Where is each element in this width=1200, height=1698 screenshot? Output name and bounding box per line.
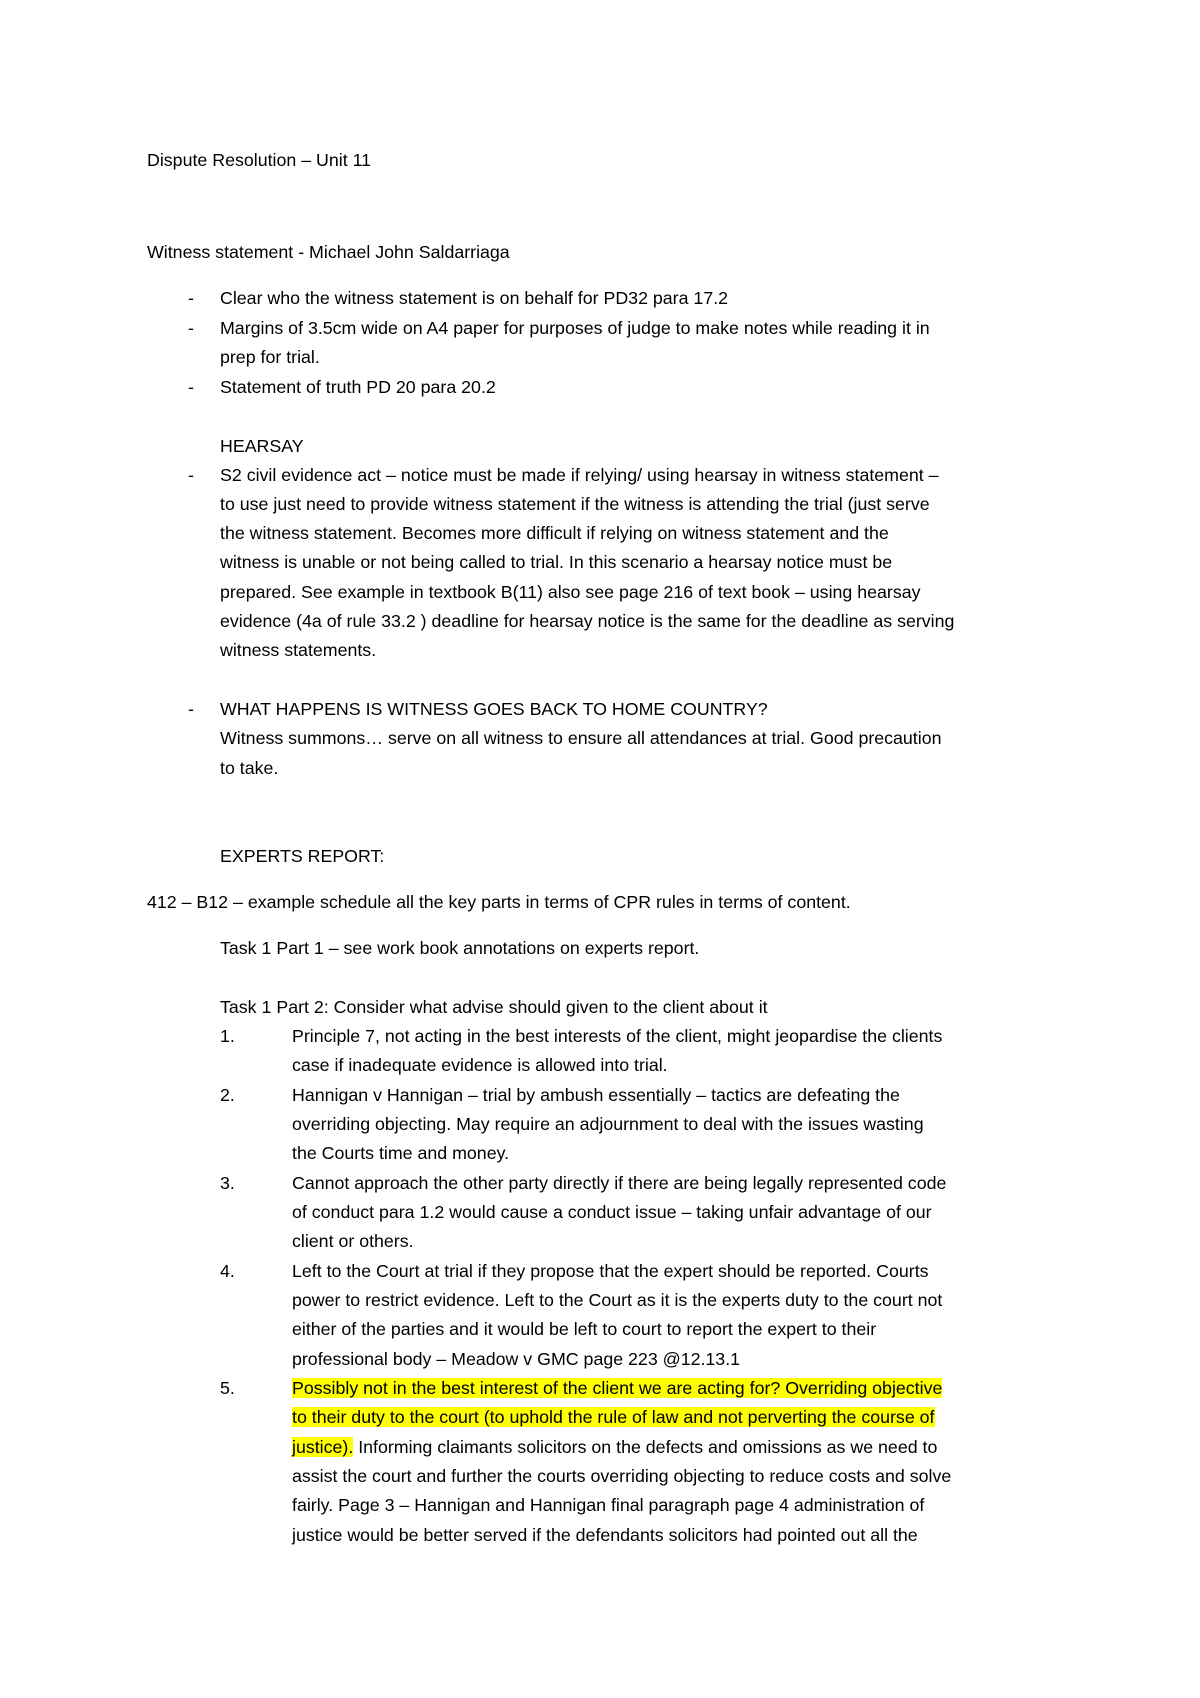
task1-part2: Task 1 Part 2: Consider what advise should given to the client about it [220,997,768,1017]
list-item-text: Hannigan v Hannigan – trial by ambush essentially – tactics are defeating the [292,1085,900,1105]
list-item-text: power to restrict evidence. Left to the Court as it is the experts duty to the court not [292,1290,943,1310]
list-item-text: overriding objecting. May require an adjournment to deal with the issues wasting [292,1114,924,1134]
bullet-dash: - [188,318,194,338]
list-item-text: Cannot approach the other party directly if there are being legally represented code [292,1173,947,1193]
bullet-text: Margins of 3.5cm wide on A4 paper for purposes of judge to make notes while reading it in [220,318,930,338]
bullet-dash: - [188,699,194,719]
list-number: 5. [220,1378,235,1398]
item-text-continuation: Informing claimants solicitors on the defects and omissions as we need to [353,1437,938,1457]
bullet-text: to take. [220,758,279,778]
list-item-text: Principle 7, not acting in the best interests of the client, might jeopardise the clients [292,1026,943,1046]
bullet-text: to use just need to provide witness statement if the witness is attending the trial (just serve [220,494,930,514]
schedule-line: 412 – B12 – example schedule all the key parts in terms of CPR rules in terms of content. [147,892,851,912]
page-title: Dispute Resolution – Unit 11 [147,150,372,170]
bullet-text: evidence (4a of rule 33.2 ) deadline for hearsay notice is the same for the deadline as serving [220,611,955,631]
list-item-text: assist the court and further the courts overriding objecting to reduce costs and solve [292,1466,952,1486]
list-item-text: client or others. [292,1231,414,1251]
bullet-text: prep for trial. [220,347,320,367]
bullet-text: Witness summons… serve on all witness to ensure all attendances at trial. Good precaution [220,728,942,748]
list-number: 1. [220,1026,235,1046]
list-item-text: professional body – Meadow v GMC page 223 @12.13.1 [292,1349,741,1369]
list-item-text [292,1434,937,1460]
list-item-text: either of the parties and it would be left to court to report the expert to their [292,1319,877,1339]
highlighted-text: justice). [292,1437,354,1457]
list-item-text: Left to the Court at trial if they propose that the expert should be reported. Courts [292,1261,929,1281]
list-item-text [292,1375,942,1401]
list-item-text: justice would be better served if the defendants solicitors had pointed out all the [292,1525,918,1545]
highlighted-text: Possibly not in the best interest of the client we are acting for? Overriding objective [292,1378,943,1398]
bullet-dash: - [188,465,194,485]
bullet-text: WHAT HAPPENS IS WITNESS GOES BACK TO HOME COUNTRY? [220,699,768,719]
bullet-text: S2 civil evidence act – notice must be made if relying/ using hearsay in witness statement – [220,465,939,485]
bullet-text: Clear who the witness statement is on behalf for PD32 para 17.2 [220,288,729,308]
list-number: 2. [220,1085,235,1105]
list-item-text: of conduct para 1.2 would cause a conduct issue – taking unfair advantage of our [292,1202,932,1222]
list-item-text [292,1404,935,1430]
bullet-text: Statement of truth PD 20 para 20.2 [220,377,496,397]
experts-report-label: EXPERTS REPORT: [220,846,385,866]
list-item-text: fairly. Page 3 – Hannigan and Hannigan final paragraph page 4 administration of [292,1495,925,1515]
highlighted-text: to their duty to the court (to uphold the rule of law and not perverting the course of [292,1407,935,1427]
bullet-text: the witness statement. Becomes more difficult if relying on witness statement and the [220,523,889,543]
list-number: 3. [220,1173,235,1193]
bullet-dash: - [188,288,194,308]
bullet-text: prepared. See example in textbook B(11) also see page 216 of text book – using hearsay [220,582,921,602]
bullet-text: witness is unable or not being called to trial. In this scenario a hearsay notice must be [220,552,893,572]
witness-statement-heading: Witness statement - Michael John Saldarriaga [147,242,510,262]
list-item-text: case if inadequate evidence is allowed into trial. [292,1055,668,1075]
hearsay-label: HEARSAY [220,436,304,456]
list-item-text: the Courts time and money. [292,1143,510,1163]
bullet-dash: - [188,377,194,397]
bullet-text: witness statements. [220,640,377,660]
task1-part1: Task 1 Part 1 – see work book annotations on experts report. [220,938,700,958]
list-number: 4. [220,1261,235,1281]
